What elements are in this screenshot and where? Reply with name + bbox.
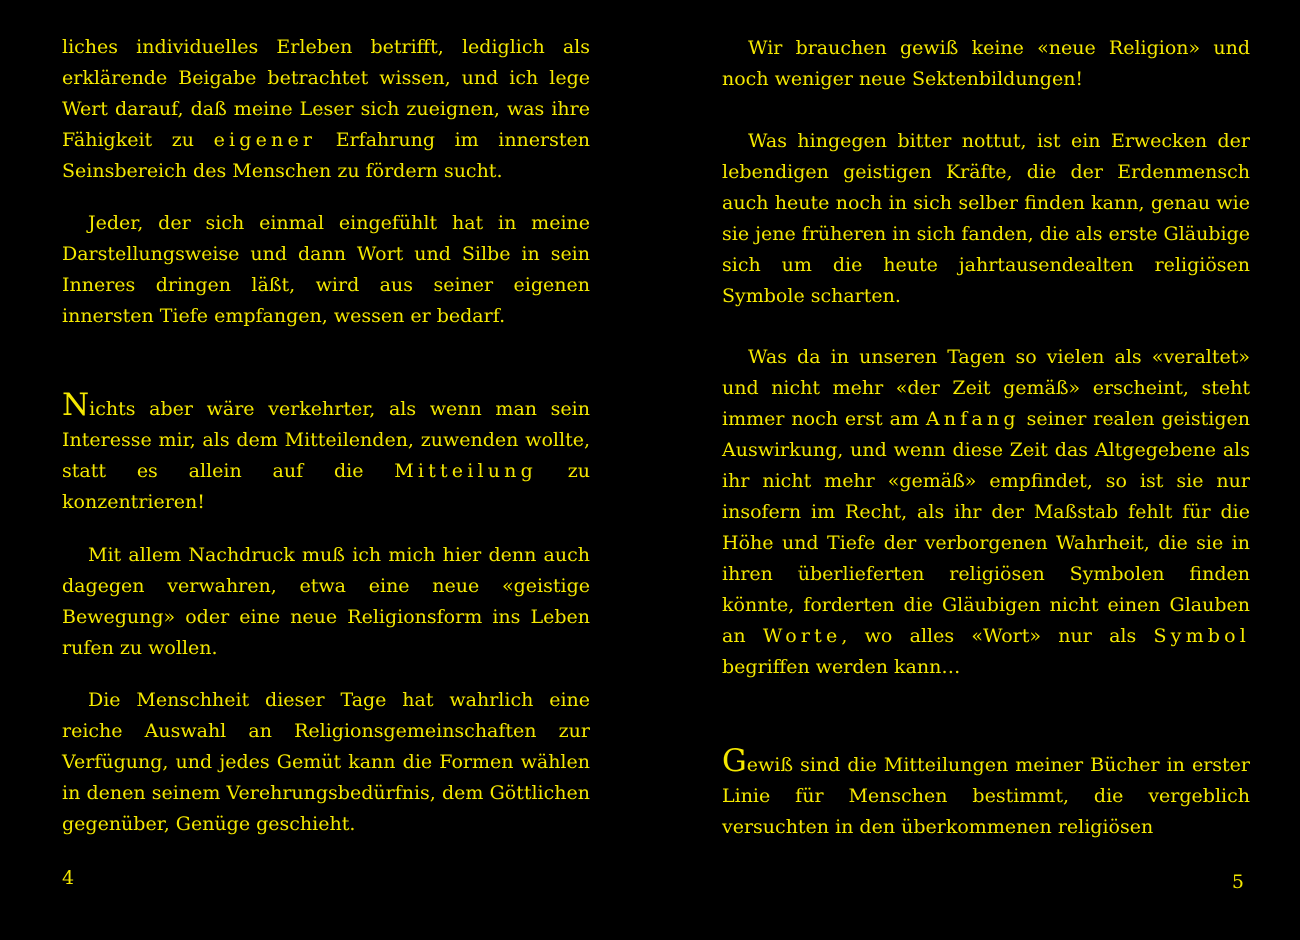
left-paragraph-2: [62, 208, 590, 332]
right-paragraph-3: [722, 342, 1250, 683]
spaced-emphasis: Worte: [762, 625, 842, 647]
left-paragraph-5: [62, 685, 590, 840]
spaced-emphasis: Mitteilung: [394, 460, 537, 482]
page-number-right: 5: [1231, 871, 1244, 893]
spaced-emphasis: eigener: [213, 129, 317, 151]
text-run: Erfahrung im innersten Seinsbereich des Menschen zu fördern sucht.: [62, 129, 590, 182]
text-run: Mit allem Nachdruck muß ich mich hier denn auch dagegen verwahren, etwa eine neue «geistige Bewegung» oder eine neue Religionsform ins Leben rufen zu wollen.: [62, 544, 590, 659]
drop-cap: N: [62, 387, 90, 423]
page-number-left: 4: [62, 867, 75, 889]
text-run: Was da in unseren Tagen so vielen als «veraltet» und nicht mehr «der Zeit gemäß» erscheint, steht immer noch erst am: [722, 346, 1250, 430]
text-run: seiner realen geistigen Auswirkung, und wenn diese Zeit das Altgegebene als ihr nicht mehr «gemäß» empfindet, so ist sie nur insofern im Recht, als ihr der Maßstab fehlt für die Höhe und Tiefe der verborgenen Wahrheit, die sie in ihren überlieferten religiösen Symbolen finden könnte, forderten die Gläubigen nicht einen Glauben an: [722, 408, 1250, 647]
left-paragraph-3: [62, 387, 591, 518]
left-paragraph-1: [62, 32, 590, 187]
text-run: Jeder, der sich einmal eingefühlt hat in meine Darstellungsweise und dann Wort und Silbe in sein Inneres dringen läßt, wird aus seiner eigenen innersten Tiefe empfangen, wessen er bedarf.: [62, 212, 590, 327]
text-run: ewiß sind die Mitteilungen meiner Bücher in erster Linie für Menschen bestimmt, die vergeblich versuchten in den überkommenen religiösen: [722, 754, 1250, 838]
spaced-emphasis: Symbol: [1153, 625, 1251, 647]
right-paragraph-4: [722, 743, 1250, 843]
text-run: Wir brauchen gewiß keine «neue Religion» und noch weniger neue Sektenbildungen!: [722, 37, 1250, 90]
right-page: [722, 0, 1250, 940]
text-run: Die Menschheit dieser Tage hat wahrlich eine reiche Auswahl an Religionsgemeinschaften zur Verfügung, und jedes Gemüt kann die Formen wählen in denen seinem Verehrungsbedürfnis, dem Göttlichen gegenüber, Genüge geschieht.: [62, 689, 590, 835]
text-run: ichts aber wäre verkehrter, als wenn man sein Interesse mir, als dem Mitteilenden, zuwenden wollte, statt es allein auf die: [62, 398, 590, 482]
left-paragraph-4: [62, 540, 590, 664]
text-run: zu konzentrieren!: [62, 460, 591, 513]
text-run: Was hingegen bitter nottut, ist ein Erwecken der lebendigen geistigen Kräfte, die der Erdenmensch auch heute noch in sich selber finden kann, genau wie sie jene früheren in sich fanden, die als erste Gläubige sich um die heute jahrtausendealten religiösen Symbole scharten.: [722, 130, 1250, 307]
text-run: , wo alles «Wort» nur als: [841, 625, 1154, 647]
left-page: [62, 0, 590, 940]
drop-cap: G: [722, 743, 747, 779]
right-paragraph-2: [722, 126, 1250, 312]
text-run: liches individuelles Erleben betrifft, lediglich als erklärende Beigabe betrachtet wissen, und ich lege Wert darauf, daß meine Leser sich zueignen, was ihre Fähigkeit zu: [62, 36, 590, 151]
spaced-emphasis: Anfang: [925, 408, 1020, 430]
right-paragraph-1: [722, 33, 1250, 95]
text-run: begriffen werden kann…: [722, 656, 961, 678]
